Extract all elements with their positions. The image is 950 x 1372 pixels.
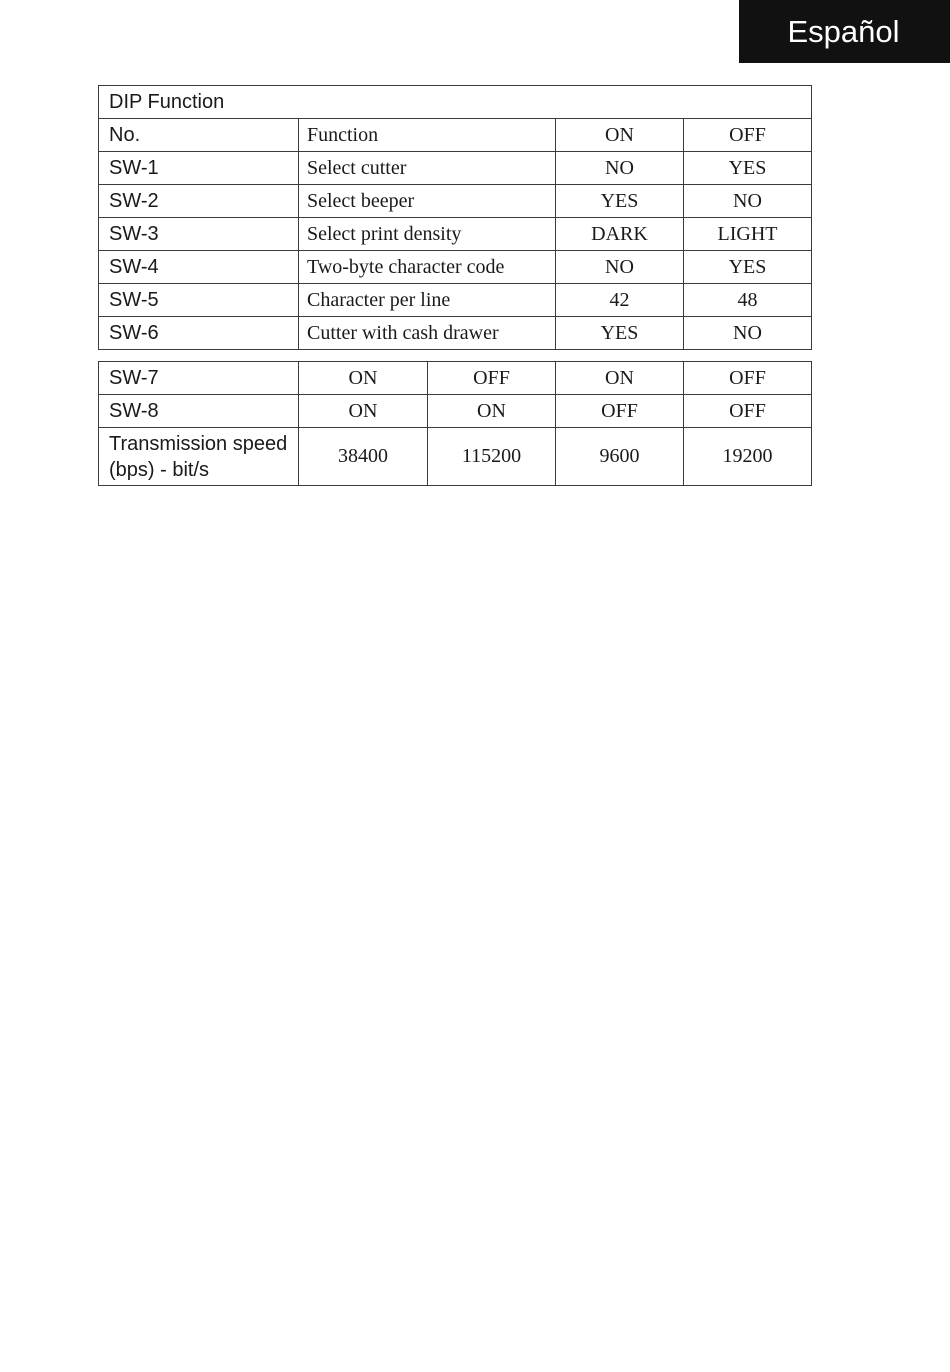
table-row bbox=[99, 185, 812, 218]
switch-state: OFF bbox=[428, 362, 556, 395]
switch-function: Select cutter bbox=[299, 152, 556, 185]
switch-no: SW-4 bbox=[99, 251, 299, 284]
switch-function: Select beeper bbox=[299, 185, 556, 218]
switch-off-value: NO bbox=[684, 185, 812, 218]
switch-function: Cutter with cash drawer bbox=[299, 317, 556, 350]
table-row bbox=[99, 152, 812, 185]
switch-on-value: NO bbox=[556, 251, 684, 284]
switch-off-value: 48 bbox=[684, 284, 812, 317]
header-no: No. bbox=[99, 119, 299, 152]
switch-state: ON bbox=[428, 395, 556, 428]
switch-no: SW-2 bbox=[99, 185, 299, 218]
table-row bbox=[99, 395, 812, 428]
table-row bbox=[99, 428, 812, 486]
switch-off-value: LIGHT bbox=[684, 218, 812, 251]
speed-value: 38400 bbox=[299, 428, 428, 486]
switch-state: ON bbox=[556, 362, 684, 395]
switch-no: SW-3 bbox=[99, 218, 299, 251]
dip-function-table bbox=[98, 85, 812, 350]
switch-no: SW-6 bbox=[99, 317, 299, 350]
switch-state: OFF bbox=[556, 395, 684, 428]
header-on: ON bbox=[556, 119, 684, 152]
transmission-speed-table bbox=[98, 361, 812, 486]
table-row bbox=[99, 284, 812, 317]
switch-no: SW-7 bbox=[99, 362, 299, 395]
switch-on-value: YES bbox=[556, 185, 684, 218]
header-off: OFF bbox=[684, 119, 812, 152]
switch-no: SW-5 bbox=[99, 284, 299, 317]
table-row bbox=[99, 218, 812, 251]
switch-on-value: YES bbox=[556, 317, 684, 350]
switch-off-value: YES bbox=[684, 251, 812, 284]
switch-on-value: 42 bbox=[556, 284, 684, 317]
transmission-speed-label: Transmission speed (bps) - bit/s bbox=[99, 428, 299, 486]
switch-state: OFF bbox=[684, 395, 812, 428]
table-row bbox=[99, 251, 812, 284]
switch-state: OFF bbox=[684, 362, 812, 395]
table-row bbox=[99, 362, 812, 395]
table-title-row bbox=[99, 86, 812, 119]
speed-value: 19200 bbox=[684, 428, 812, 486]
header-function: Function bbox=[299, 119, 556, 152]
switch-function: Two-byte character code bbox=[299, 251, 556, 284]
speed-value: 115200 bbox=[428, 428, 556, 486]
switch-off-value: YES bbox=[684, 152, 812, 185]
switch-function: Character per line bbox=[299, 284, 556, 317]
speed-value: 9600 bbox=[556, 428, 684, 486]
switch-no: SW-1 bbox=[99, 152, 299, 185]
switch-no: SW-8 bbox=[99, 395, 299, 428]
table-row bbox=[99, 317, 812, 350]
switch-function: Select print density bbox=[299, 218, 556, 251]
switch-on-value: DARK bbox=[556, 218, 684, 251]
table-header-row bbox=[99, 119, 812, 152]
switch-state: ON bbox=[299, 362, 428, 395]
language-tab: Español bbox=[739, 0, 950, 63]
switch-on-value: NO bbox=[556, 152, 684, 185]
table-title: DIP Function bbox=[99, 86, 812, 119]
switch-off-value: NO bbox=[684, 317, 812, 350]
switch-state: ON bbox=[299, 395, 428, 428]
